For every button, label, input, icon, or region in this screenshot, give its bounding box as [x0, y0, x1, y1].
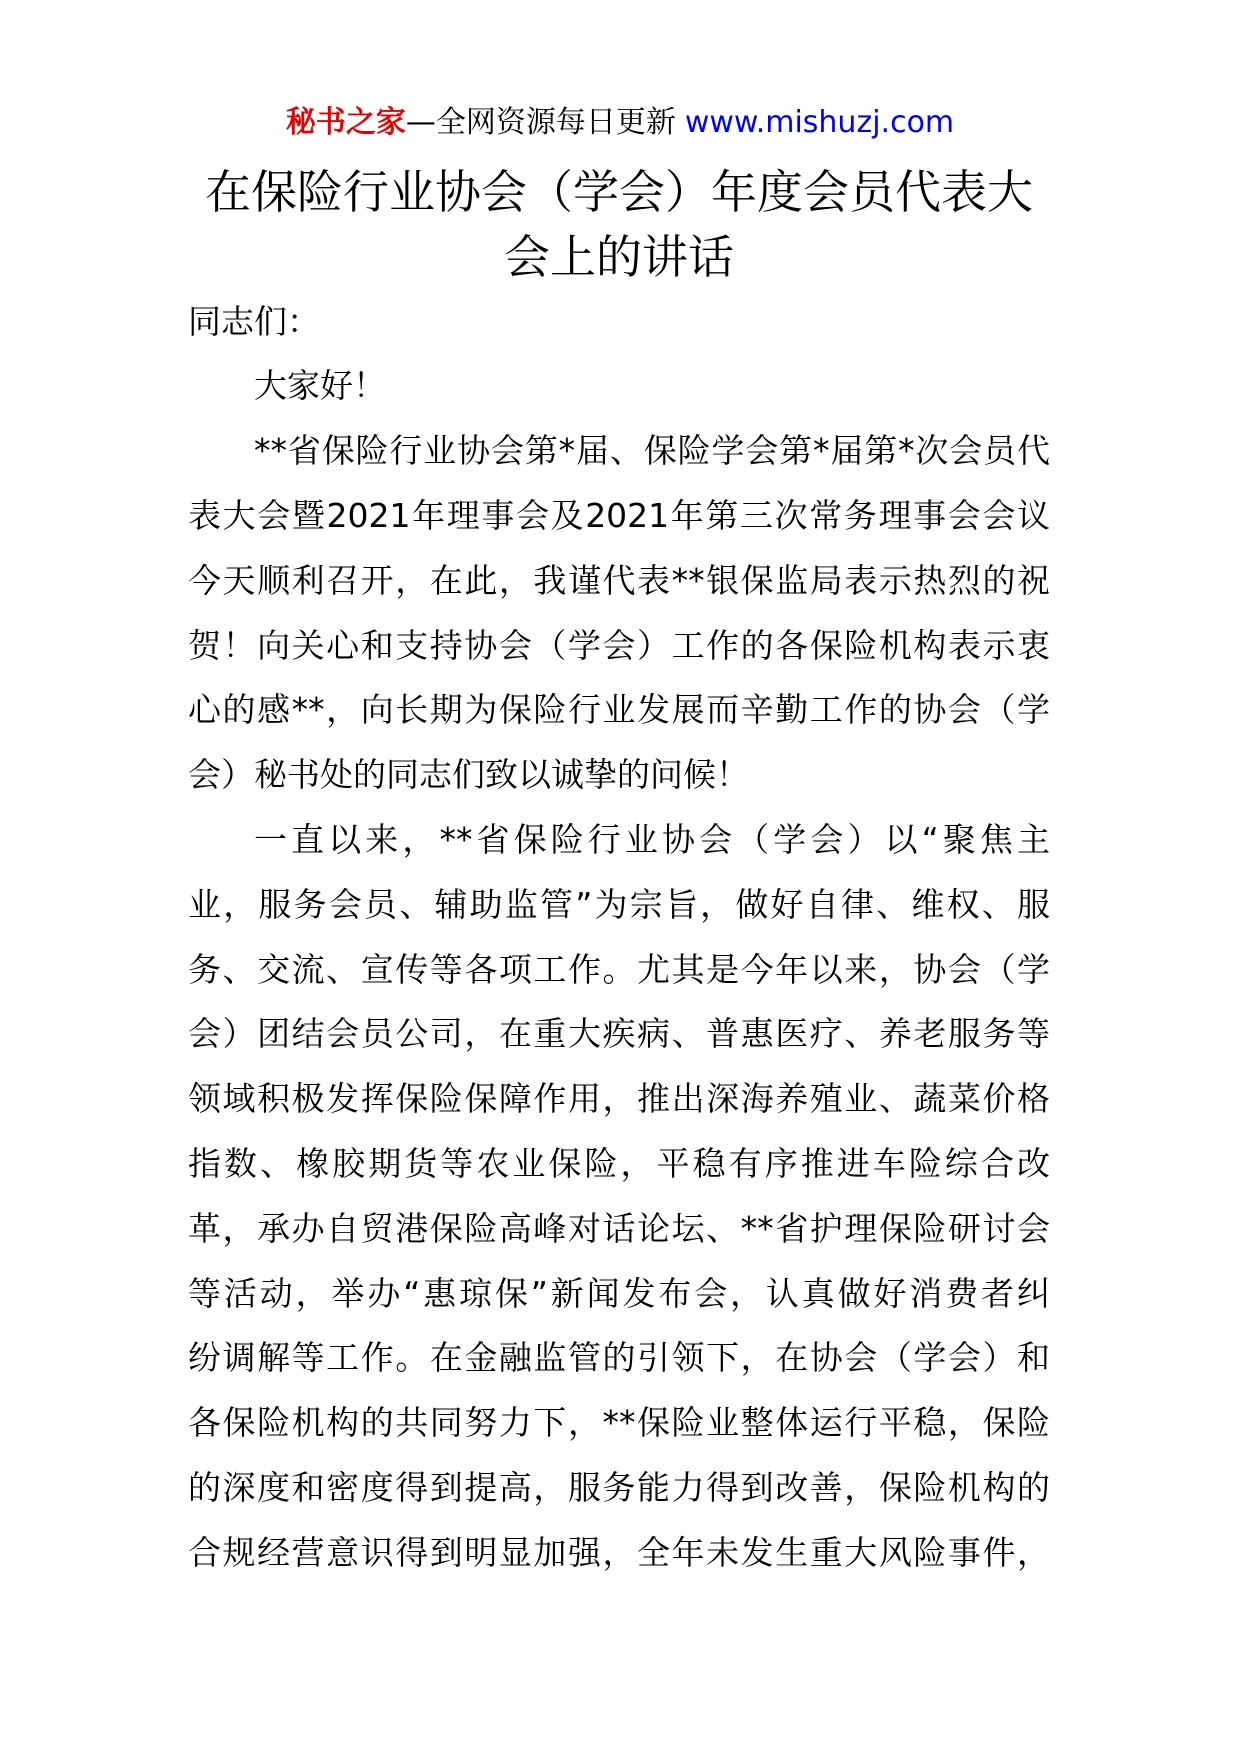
- site-tagline: —全网资源每日更新: [405, 105, 676, 140]
- paragraph-line: 合规经营意识得到明显加强，全年未发生重大风险事件，: [188, 1532, 1050, 1572]
- site-name: 秘书之家: [285, 105, 406, 140]
- paragraph-line: 领域积极发挥保险保障作用，推出深海养殖业、蔬菜价格: [188, 1079, 1050, 1119]
- paragraph-line: 会）秘书处的同志们致以诚挚的问候！: [188, 755, 749, 795]
- salutation: 同志们：: [188, 301, 320, 341]
- body-paragraph: [188, 419, 1050, 808]
- paragraph-line: 的深度和密度得到提高，服务能力得到改善，保险机构的: [188, 1467, 1050, 1507]
- body-paragraph: [188, 808, 1050, 1586]
- paragraph-line: 一直以来，**省保险行业协会（学会）以“聚焦主: [254, 819, 1050, 859]
- paragraph-line: 会）团结会员公司，在重大疾病、普惠医疗、养老服务等: [188, 1014, 1050, 1054]
- paragraph-line: 各保险机构的共同努力下，**保险业整体运行平稳，保险: [188, 1403, 1050, 1443]
- paragraph-line: 业，服务会员、辅助监管”为宗旨，做好自律、维权、服: [188, 884, 1050, 924]
- paragraph-line: 指数、橡胶期货等农业保险，平稳有序推进车险综合改: [188, 1143, 1050, 1183]
- paragraph-line: 等活动，举办“惠琼保”新闻发布会，认真做好消费者纠: [188, 1273, 1050, 1313]
- document-title: 在保险行业协会（学会）年度会员代表大会上的讲话: [205, 165, 1033, 284]
- paragraph-line: 革，承办自贸港保险高峰对话论坛、**省护理保险研讨会: [188, 1208, 1050, 1248]
- paragraph-line: 务、交流、宣传等各项工作。尤其是今年以来，协会（学: [188, 949, 1050, 989]
- paragraph-line: **省保险行业协会第*届、保险学会第*届第*次会员代: [254, 431, 1050, 471]
- site-url: www.mishuzj.com: [684, 105, 955, 140]
- paragraph-line: 纷调解等工作。在金融监管的引领下，在协会（学会）和: [188, 1338, 1050, 1378]
- paragraph-line: 心的感**，向长期为保险行业发展而辛勤工作的协会（学: [188, 690, 1050, 730]
- greeting: 大家好！: [254, 366, 386, 406]
- paragraph-line: 贺！向关心和支持协会（学会）工作的各保险机构表示衷: [188, 625, 1050, 665]
- paragraph-line: 表大会暨2021年理事会及2021年第三次常务理事会会议: [188, 495, 1050, 535]
- site-header: [0, 101, 1240, 145]
- document-body: [188, 160, 1050, 1586]
- paragraph-line: 今天顺利召开，在此，我谨代表**银保监局表示热烈的祝: [188, 560, 1050, 600]
